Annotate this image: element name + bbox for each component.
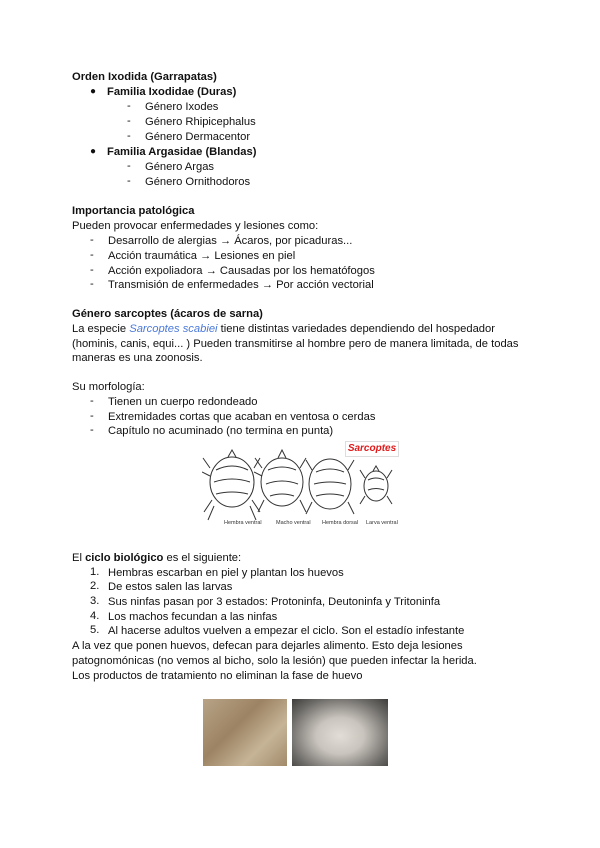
dash-icon: - (90, 395, 94, 407)
cycle-intro-suffix: es el siguiente: (163, 552, 242, 564)
genus-item: Género Ixodes (145, 101, 219, 113)
dash-icon: - (90, 424, 94, 436)
paragraph-line: maneras es una zoonosis. (72, 352, 203, 364)
paragraph-line: patognomónicas (no vemos al bicho, solo la lesión) que pueden infectar la herida. (72, 655, 477, 667)
cycle-intro-prefix: El (72, 552, 86, 564)
heading-sarcoptes: Género sarcoptes (ácaros de sarna) (72, 308, 263, 320)
dash-icon: - (127, 160, 131, 172)
cycle-step: Al hacerse adultos vuelven a empezar el ciclo. Son el estadío infestante (108, 625, 465, 637)
genus-item: Género Rhipicephalus (145, 116, 256, 128)
caption-label: Hembra dorsal (322, 520, 359, 526)
genus-item: Género Dermacentor (145, 131, 251, 143)
step-number: 1. (90, 566, 100, 578)
genus-item: Género Ornithodoros (145, 176, 251, 188)
heading-importancia: Importancia patológica (72, 205, 195, 217)
step-number: 2. (90, 580, 100, 592)
dash-icon: - (127, 130, 131, 142)
list-item: Acción expoliadora → Causadas por los hematófogos (108, 265, 375, 277)
paragraph-line (72, 322, 495, 336)
step-number: 3. (90, 595, 100, 607)
species-link[interactable]: Sarcoptes scabiei (129, 323, 218, 335)
cycle-step: Hembras escarban en piel y plantan los huevos (108, 567, 344, 579)
dash-icon: - (90, 249, 94, 261)
list-item: Transmisión de enfermedades → Por acción vectorial (108, 279, 374, 291)
cycle-intro-bold: ciclo biológico (85, 552, 164, 564)
paragraph-rest: tiene distintas variedades dependiendo del hospedador (217, 323, 495, 335)
family-argasidae: Familia Argasidae (Blandas) (107, 146, 257, 158)
cycle-step: De estos salen las larvas (108, 581, 233, 593)
cycle-step: Los machos fecundan a las ninfas (108, 611, 278, 623)
paragraph-line: (hominis, canis, equi... ) Pueden transmitirse al hombre pero de manera limitada, de todas (72, 338, 519, 350)
paragraph-prefix: La especie (72, 323, 130, 335)
dash-icon: - (90, 234, 94, 246)
dash-icon: - (127, 115, 131, 127)
dash-icon: - (127, 175, 131, 187)
paragraph-line: A la vez que ponen huevos, defecan para dejarles alimento. Esto deja lesiones (72, 640, 463, 652)
caption-label: Larva ventral (366, 520, 398, 526)
step-number: 4. (90, 610, 100, 622)
genus-item: Género Argas (145, 161, 215, 173)
paragraph-intro: Pueden provocar enfermedades y lesiones como: (72, 220, 319, 232)
mangy-dog-photo (292, 699, 388, 766)
dash-icon: - (127, 100, 131, 112)
list-item: Capítulo no acuminado (no termina en punta) (108, 425, 334, 437)
cycle-step: Sus ninfas pasan por 3 estados: Protoninfa, Deutoninfa y Tritoninfa (108, 596, 441, 608)
morphology-intro: Su morfología: (72, 381, 145, 393)
family-ixodidae: Familia Ixodidae (Duras) (107, 86, 237, 98)
bullet-icon: ● (90, 86, 97, 97)
cycle-intro (72, 551, 241, 565)
dash-icon: - (90, 410, 94, 422)
dash-icon: - (90, 278, 94, 290)
skin-lesion-photo (203, 699, 287, 766)
list-item: Tienen un cuerpo redondeado (108, 396, 258, 408)
heading-orden-ixodida: Orden Ixodida (Garrapatas) (72, 71, 217, 83)
dash-icon: - (90, 264, 94, 276)
list-item: Acción traumática → Lesiones en piel (108, 250, 296, 262)
bullet-icon: ● (90, 146, 97, 157)
caption-label: Hembra ventral (224, 520, 262, 526)
list-item: Extremidades cortas que acaban en ventosa o cerdas (108, 411, 376, 423)
caption-label: Macho ventral (276, 520, 311, 526)
figure-label: Sarcoptes (345, 441, 399, 457)
list-item: Desarrollo de alergias → Ácaros, por picaduras... (108, 235, 353, 247)
paragraph-line: Los productos de tratamiento no eliminan la fase de huevo (72, 670, 363, 682)
step-number: 5. (90, 624, 100, 636)
